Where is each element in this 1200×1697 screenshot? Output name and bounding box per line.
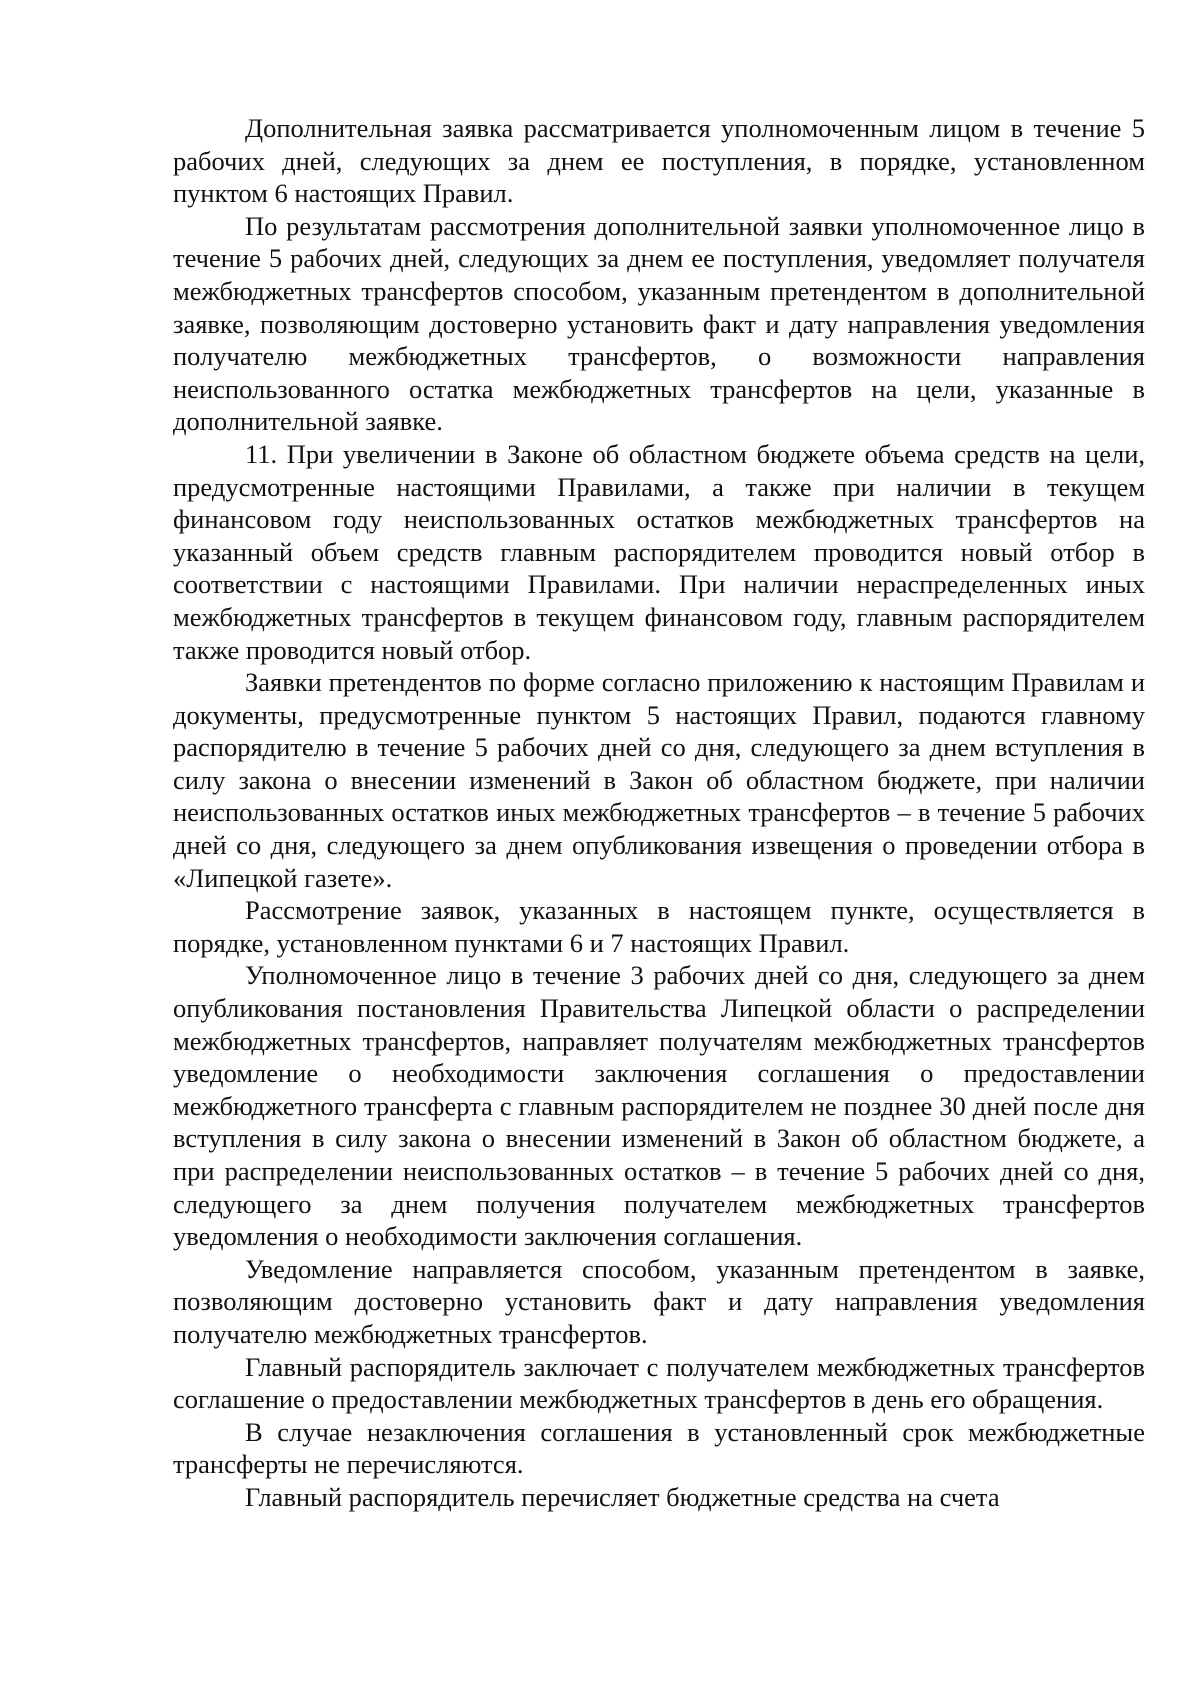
paragraph-additional-application-review: Дополнительная заявка рассматривается уполномоченным лицом в течение 5 рабочих дней, следующих за днем ее поступления, в порядке, установленном пунктом 6 настоящих Правил. [173,113,1145,209]
paragraph-notification-method: Уведомление направляется способом, указанным претендентом в заявке, позволяющим достоверно установить факт и дату направления уведомления получателю межбюджетных трансфертов. [173,1253,1145,1349]
paragraph-non-conclusion-case: В случае незаключения соглашения в установленный срок межбюджетные трансферты не перечисляются. [173,1416,1145,1480]
paragraph-agreement-conclusion: Главный распорядитель заключает с получателем межбюджетных трансфертов соглашение о предоставлении межбюджетных трансфертов в день его обращения. [173,1351,1145,1415]
paragraph-review-results-notification: По результатам рассмотрения дополнительной заявки уполномоченное лицо в течение 5 рабочих дней, следующих за днем ее поступления, уведомляет получателя межбюджетных трансфертов способом, указанным претендентом в дополнительной заявке, позволяющим достоверно установить факт и дату направления уведомления получателю межбюджетных трансфертов, о возможности направления неиспользованного остатка межбюджетных трансфертов на цели, указанные в дополнительной заявке. [173,210,1145,437]
paragraph-funds-transfer: Главный распорядитель перечисляет бюджетные средства на счета [245,1481,1000,1512]
paragraph-authorized-person-notice: Уполномоченное лицо в течение 3 рабочих дней со дня, следующего за днем опубликования постановления Правительства Липецкой области о распределении межбюджетных трансфертов, направляет получателям межбюджетных трансфертов уведомление о необходимости заключения соглашения о предоставлении межбюджетного трансферта с главным распорядителем не позднее 30 дней после дня вступления в силу закона о внесении изменений в Закон об областном бюджете, а при распределении неиспользованных остатков – в течение 5 рабочих дней со дня, следующего за днем получения получателем межбюджетных трансфертов уведомления о необходимости заключения соглашения. [173,960,1145,1252]
paragraph-applications-submission: Заявки претендентов по форме согласно приложению к настоящим Правилам и документы, предусмотренные пунктом 5 настоящих Правил, подаются главному распорядителю в течение 5 рабочих дней со дня, следующего за днем вступления в силу закона о внесении изменений в Закон об областном бюджете, при наличии неиспользованных остатков иных межбюджетных трансфертов – в течение 5 рабочих дней со дня, следующего за днем опубликования извещения о проведении отбора в «Липецкой газете». [173,667,1145,893]
paragraph-item-11-new-selection: 11. При увеличении в Законе об областном бюджете объема средств на цели, предусмотренные настоящими Правилами, а также при наличии в текущем финансовом году неиспользованных остатков межбюджетных трансфертов на указанный объем средств главным распорядителем проводится новый отбор в соответствии с настоящими Правилами. При наличии нераспределенных иных межбюджетных трансфертов в текущем финансовом году, главным распорядителем также проводится новый отбор. [173,438,1145,665]
paragraph-applications-review-order: Рассмотрение заявок, указанных в настоящем пункте, осуществляется в порядке, установленном пунктами 6 и 7 настоящих Правил. [173,895,1145,958]
document-page [173,112,1145,1514]
